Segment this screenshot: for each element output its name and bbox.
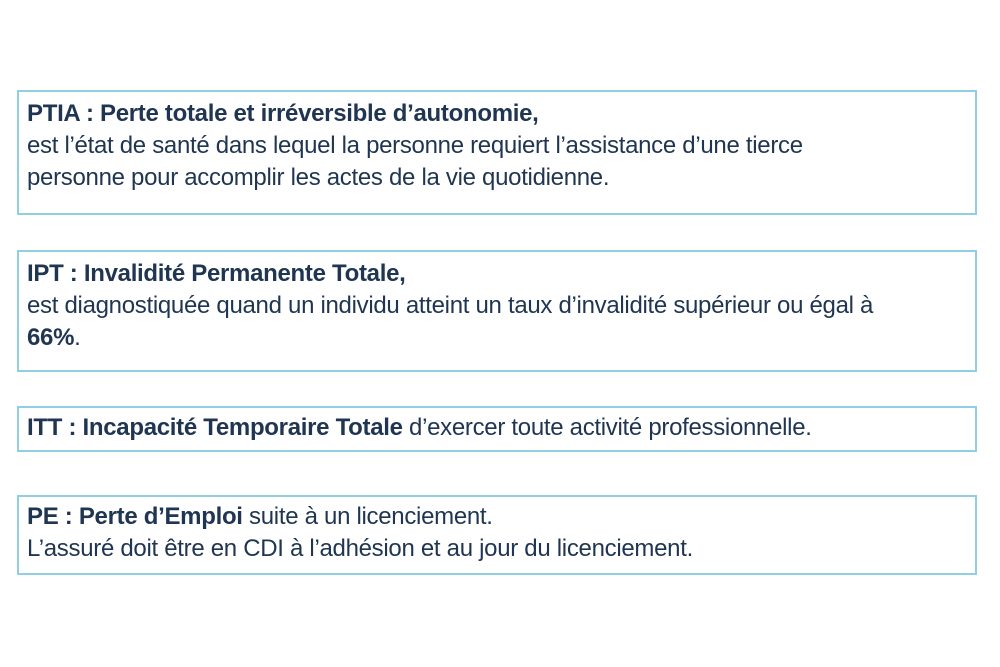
definition-line bbox=[27, 258, 967, 290]
definition-text: personne pour accomplir les actes de la vie quotidienne. bbox=[27, 164, 610, 191]
definition-line bbox=[27, 412, 967, 444]
definition-line bbox=[27, 501, 967, 533]
definition-card-pe bbox=[17, 495, 977, 575]
definition-text: est l’état de santé dans lequel la personne requiert l’assistance d’une tierce bbox=[27, 132, 803, 159]
definition-line bbox=[27, 98, 967, 130]
term-pe: PE : Perte d’Emploi bbox=[27, 503, 243, 530]
definition-text: est diagnostiquée quand un individu atteint un taux d’invalidité supérieur ou égal à bbox=[27, 292, 874, 319]
definition-line bbox=[27, 322, 967, 354]
term-ipt: IPT : Invalidité Permanente Totale, bbox=[27, 260, 406, 287]
term-itt: ITT : Incapacité Temporaire Totale bbox=[27, 414, 403, 441]
invalidity-threshold-value: 66% bbox=[27, 324, 75, 351]
definition-text: . bbox=[74, 324, 81, 351]
definition-text: L’assuré doit être en CDI à l’adhésion et au jour du licenciement. bbox=[27, 535, 693, 562]
definition-card-ptia bbox=[17, 90, 977, 215]
definition-text: suite à un licenciement. bbox=[242, 503, 493, 530]
definition-text: d’exercer toute activité professionnelle. bbox=[402, 414, 812, 441]
definition-card-ipt bbox=[17, 250, 977, 372]
term-ptia: PTIA : Perte totale et irréversible d’autonomie, bbox=[27, 100, 539, 127]
definition-card-itt bbox=[17, 406, 977, 452]
